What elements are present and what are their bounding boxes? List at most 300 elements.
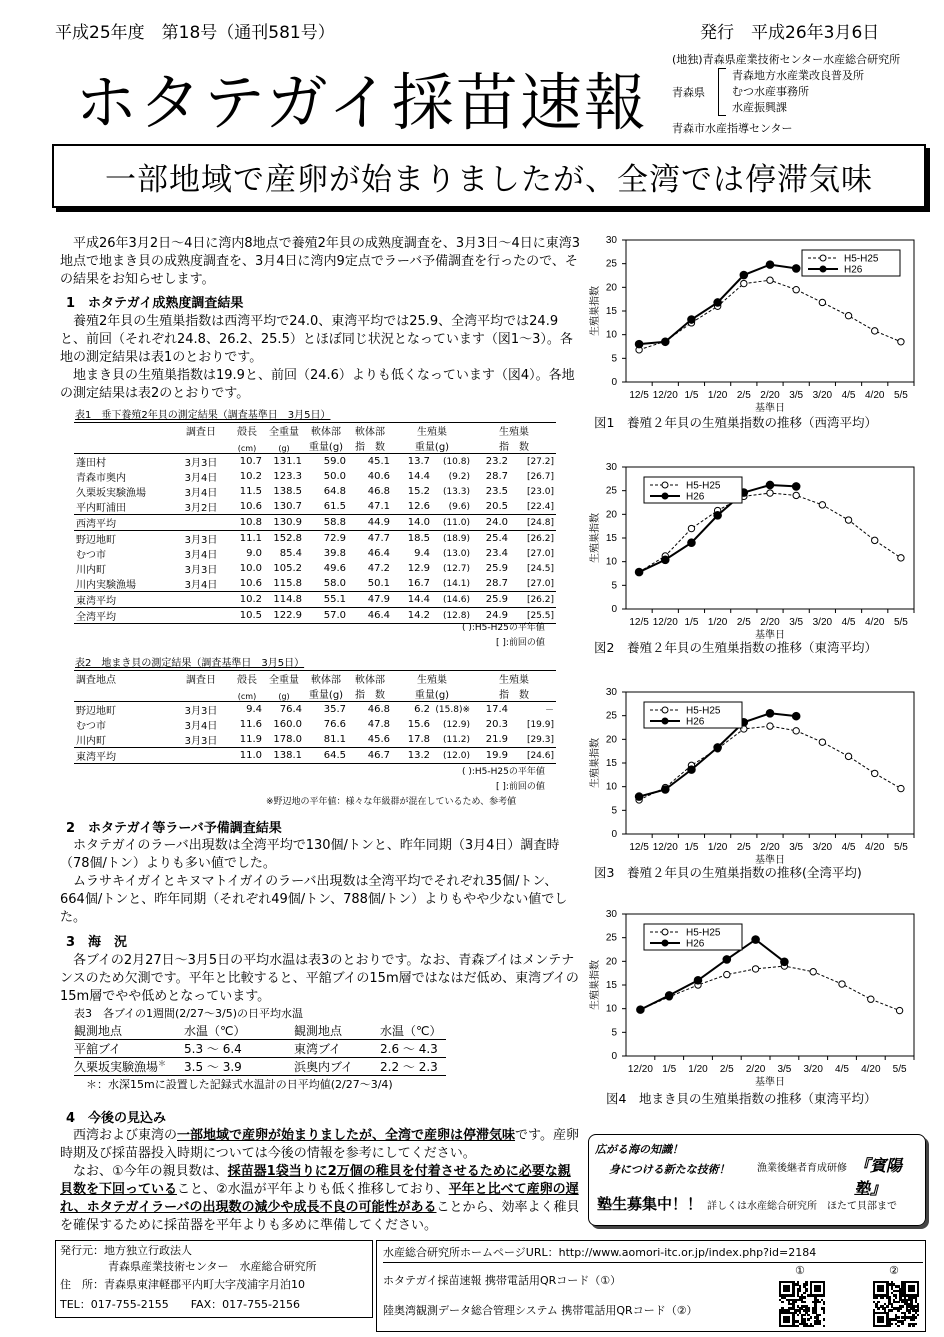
y-tick-label: 0 — [611, 1051, 617, 1062]
data-point — [637, 1006, 645, 1014]
row-label: 川内町 — [76, 736, 106, 747]
table-cell: [24.8] — [526, 517, 554, 528]
t3-star: ＊ — [158, 1059, 167, 1068]
t2-u-goni: 指 数 — [499, 690, 529, 701]
table2 — [74, 670, 556, 764]
issue-number: 平成25年度 第18号（通刊581号） — [55, 23, 335, 43]
table-cell: 3月3日 — [184, 458, 218, 469]
table-cell: [27.2] — [526, 456, 554, 467]
table-cell: 123.3 — [273, 471, 302, 482]
s4-p2d: 平年と比べて産卵の遅れ、ホタテガイラーバの出現数の減少や成長不良の可能性がある — [60, 1182, 579, 1215]
t1-u-wt: (g) — [278, 444, 290, 453]
table-cell: 21.9 — [485, 734, 508, 745]
table-cell: 72.9 — [323, 533, 346, 544]
x-tick-label: 12/20 — [652, 617, 678, 628]
x-axis-label: 基準日 — [755, 403, 785, 414]
table-row — [74, 717, 556, 732]
table-cell: 58.8 — [323, 517, 346, 528]
table-cell: (9.6) — [448, 501, 470, 512]
series-line — [640, 966, 899, 1010]
x-tick-label: 4/5 — [841, 390, 856, 401]
x-axis-label: 基準日 — [755, 630, 785, 641]
series-line — [639, 726, 901, 800]
org-bracket — [718, 68, 726, 116]
table-cell: － — [544, 706, 554, 716]
table-cell: 16.7 — [407, 578, 430, 589]
section4-para2 — [60, 1163, 580, 1235]
data-point — [898, 339, 904, 345]
t1-h-wt: 全重量 — [269, 427, 299, 438]
qr-code-1[interactable] — [779, 1281, 825, 1327]
t1-u-soft: 重量(g) — [308, 442, 344, 453]
table-cell: 58.0 — [323, 578, 346, 589]
table-cell: 14.4 — [407, 594, 430, 605]
table-cell: [27.0] — [526, 578, 554, 589]
data-point — [688, 539, 696, 547]
table2-note3: ※野辺地の平年値：様々な年級群が混在しているため、参考値 — [266, 797, 517, 807]
t3-site-tairadate: 平舘ブイ — [74, 1042, 121, 1056]
data-point — [635, 340, 643, 348]
table-cell: 47.7 — [367, 533, 390, 544]
legend-label: H5-H25 — [686, 927, 721, 939]
chart2-svg — [586, 455, 926, 665]
table-cell: (14.1) — [442, 578, 470, 589]
data-point — [661, 556, 669, 564]
table-cell: 3月4日 — [184, 550, 218, 561]
chart-jimaki — [586, 902, 926, 1112]
table-cell: [24.5] — [526, 563, 554, 574]
table-cell: 3月4日 — [184, 473, 218, 484]
data-point — [792, 265, 800, 273]
t1-u-softi: 指 数 — [355, 442, 385, 453]
table-cell: (12.8) — [442, 610, 470, 621]
x-tick-label: 2/5 — [736, 390, 751, 401]
table-cell: (18.9) — [442, 533, 470, 544]
table-cell: 47.2 — [367, 563, 390, 574]
t2-u-wt: (g) — [278, 692, 290, 701]
ad-line2: 身につける新たな技術！ — [609, 1163, 730, 1176]
table-row — [74, 702, 556, 718]
row-label: 青森市奥内 — [76, 473, 126, 484]
t2-h-soft: 軟体部 — [311, 675, 341, 686]
data-point — [752, 966, 758, 972]
table-cell: 17.8 — [407, 734, 430, 745]
legend-marker — [820, 255, 826, 261]
table-cell: 9.0 — [246, 548, 262, 559]
table-cell: 23.2 — [485, 456, 508, 467]
chart3-svg — [586, 680, 926, 890]
table-cell: 46.4 — [367, 610, 390, 621]
t2-u-soft: 重量(g) — [308, 690, 344, 701]
y-axis-label: 生殖巣指数 — [590, 513, 601, 563]
data-point — [767, 277, 773, 283]
table-cell: 10.6 — [239, 578, 262, 589]
table-cell: 114.8 — [273, 594, 302, 605]
data-point — [898, 555, 904, 561]
legend-marker — [662, 493, 668, 499]
y-tick-label: 30 — [605, 235, 617, 246]
qr-label-2: 陸奥湾観測データ総合管理システム 携帯電話用QRコード（②） — [383, 1304, 698, 1317]
table-row — [74, 561, 556, 576]
data-point — [741, 280, 747, 286]
table-cell: 47.9 — [367, 594, 390, 605]
legend-label: H5-H25 — [686, 705, 721, 717]
x-tick-label: 4/20 — [864, 390, 885, 401]
table1-note1: ( ):H5-H25の平年値 — [462, 623, 545, 633]
legend-label: H26 — [844, 264, 863, 276]
x-tick-label: 2/20 — [745, 1064, 766, 1075]
data-point — [694, 976, 702, 984]
y-tick-label: 15 — [605, 980, 617, 991]
x-tick-label: 3/5 — [789, 617, 804, 628]
chart1-caption: 図1 養殖２年貝の生殖巣指数の推移（西湾平均） — [594, 415, 877, 430]
table-row — [74, 592, 556, 608]
x-tick-label: 1/20 — [707, 617, 728, 628]
t3-site-hamaokunai: 浜奥内ブイ — [294, 1060, 353, 1074]
s4-p1c: です。産卵時期及び採苗器投入時期については今後の情報を参考にしてください。 — [60, 1128, 579, 1161]
x-tick-label: 12/5 — [629, 842, 649, 853]
qr-mark-2: ② — [889, 1264, 899, 1277]
table3 — [74, 1022, 446, 1076]
data-point — [661, 338, 669, 346]
table-cell: (10.8) — [442, 456, 470, 467]
table-cell: 9.4 — [414, 548, 430, 559]
table-cell: 64.8 — [323, 486, 346, 497]
table-cell: 3月4日 — [184, 721, 218, 732]
table-cell: 6.2 — [414, 704, 430, 715]
data-point — [635, 568, 643, 576]
table-cell: 17.4 — [485, 704, 508, 715]
t3-h-temp1: 水温（℃） — [184, 1024, 246, 1038]
y-tick-label: 10 — [605, 1003, 617, 1015]
t2-u-len: (cm) — [237, 692, 257, 701]
headline-box — [52, 144, 926, 208]
s4-p2e: ことから、効率よく稚貝を確保するために採苗器を平年よりも多めに準備してください。 — [60, 1200, 580, 1233]
x-tick-label: 12/5 — [629, 390, 649, 401]
table-cell: [27.0] — [526, 548, 554, 559]
table-cell: 3月3日 — [184, 565, 218, 576]
table-cell: 138.1 — [273, 750, 302, 761]
table-cell: (12.7) — [442, 563, 470, 574]
x-axis-label: 基準日 — [755, 855, 785, 866]
row-label: 野辺地町 — [76, 706, 116, 717]
data-point — [714, 299, 722, 307]
table-cell: 13.7 — [407, 456, 430, 467]
table-cell: 10.6 — [239, 501, 262, 512]
x-tick-label: 4/5 — [841, 617, 856, 628]
data-point — [845, 517, 851, 523]
table-cell: 10.7 — [239, 456, 262, 467]
table-cell: 19.9 — [485, 750, 508, 761]
table-cell — [172, 608, 230, 624]
y-tick-label: 20 — [605, 282, 617, 294]
table-cell: 14.0 — [407, 517, 430, 528]
y-tick-label: 5 — [611, 805, 617, 817]
table-cell: [19.9] — [526, 719, 554, 730]
table-cell — [172, 515, 230, 531]
table-cell: (11.0) — [442, 517, 470, 528]
table-cell: (11.2) — [442, 734, 470, 745]
chart4-caption: 図4 地まき貝の生殖巣指数の推移（東湾平均） — [606, 1091, 877, 1106]
table-cell: 55.1 — [323, 594, 346, 605]
table-cell: 12.9 — [407, 563, 430, 574]
table-cell: [22.4] — [526, 501, 554, 512]
table-cell: 3月3日 — [184, 535, 218, 546]
table-cell: 13.2 — [407, 750, 430, 761]
x-tick-label: 4/20 — [864, 842, 885, 853]
y-tick-label: 0 — [611, 377, 617, 388]
t1-h-len: 殻長 — [237, 427, 257, 438]
x-tick-label: 3/5 — [789, 390, 804, 401]
legend-label: H5-H25 — [844, 253, 879, 265]
table-cell: (15.8)※ — [435, 704, 470, 715]
headline: 一部地域で産卵が始まりましたが、全湾では停滞気味 — [105, 161, 873, 198]
y-tick-label: 10 — [605, 556, 617, 568]
data-point — [714, 744, 722, 752]
ad-school-name: 『賓陽塾』 — [854, 1156, 903, 1198]
y-tick-label: 5 — [611, 580, 617, 592]
publisher-line1: 発行元：地方独立行政法人 — [60, 1244, 192, 1257]
row-label: 平内町浦田 — [76, 503, 126, 514]
table-cell: 76.4 — [279, 704, 302, 715]
t2-h-site: 調査地点 — [76, 675, 116, 686]
table-cell: 3月4日 — [184, 580, 218, 591]
table-cell: 24.9 — [485, 610, 508, 621]
data-point — [839, 981, 845, 987]
section4-para1 — [60, 1127, 580, 1163]
table-cell: 122.9 — [273, 610, 302, 621]
y-tick-label: 10 — [605, 329, 617, 341]
y-axis-label: 生殖巣指数 — [590, 286, 601, 336]
homepage-url[interactable]: 水産総合研究所ホームページURL：http://www.aomori-itc.or.jp/index.php?id=2184 — [383, 1245, 923, 1263]
table-cell: 40.6 — [367, 471, 390, 482]
publisher-tel: TEL：017-755-2155 FAX：017-755-2156 — [60, 1298, 301, 1311]
x-tick-label: 5/5 — [893, 617, 908, 628]
table-row — [74, 469, 556, 484]
table-cell: 3月2日 — [184, 503, 218, 514]
table-cell: 64.5 — [323, 750, 346, 761]
table-cell: (9.2) — [448, 471, 470, 482]
data-point — [845, 313, 851, 319]
data-point — [688, 525, 694, 531]
table-cell: 46.4 — [367, 548, 390, 559]
table-cell: 10.2 — [239, 594, 262, 605]
t1-h-gon: 生殖巣 — [417, 427, 447, 438]
table-row — [74, 531, 556, 547]
x-tick-label: 12/20 — [652, 842, 678, 853]
x-tick-label: 2/5 — [736, 617, 751, 628]
data-point — [872, 537, 878, 543]
org-institute: (地独)青森県産業技術センター水産総合研究所 — [672, 53, 901, 66]
table1-note2: [ ]:前回の値 — [496, 638, 545, 648]
table-cell: 46.8 — [367, 486, 390, 497]
table-cell: 130.9 — [273, 517, 302, 528]
section1-para1: 養殖2年貝の生殖巣指数は西湾平均で24.0、東湾平均では25.9、全湾平均では24.9と、前回（それぞれ24.8、26.2、25.5）とほぼ同じ状況となっています（図1～3）。各地の測定結果は表1のとおりです。 — [60, 314, 573, 365]
publisher-address: 住 所：青森県東津軽郡平内町大字茂浦字月泊10 — [60, 1278, 305, 1291]
x-tick-label: 12/20 — [627, 1064, 653, 1075]
t3-temp-east: 2.6 ～ 4.3 — [380, 1042, 438, 1056]
table-cell: 138.5 — [273, 486, 302, 497]
t1-h-softi: 軟体部 — [355, 427, 385, 438]
table-cell: 20.3 — [485, 719, 508, 730]
x-tick-label: 2/20 — [760, 617, 780, 628]
table1 — [74, 422, 556, 624]
table-cell: (12.9) — [442, 719, 470, 730]
row-label: 野辺地町 — [76, 535, 116, 546]
table-cell: 152.8 — [273, 533, 302, 544]
section2-title: 2 ホタテガイ等ラーバ予備調査結果 — [66, 821, 282, 836]
table-cell: 25.9 — [485, 563, 508, 574]
x-tick-label: 3/20 — [803, 1064, 823, 1075]
org-office1: 青森地方水産業改良普及所 — [732, 69, 864, 82]
legend-label: H26 — [686, 716, 705, 728]
data-point — [665, 992, 673, 1000]
footer-links — [376, 1240, 926, 1332]
section2-para2: ムラサキイガイとキヌマトイガイのラーバ出現数は全湾平均でそれぞれ35個/トン、664個/トンと、昨年同期（それぞれ49個/トン、788個/トン）よりもやや少ない値でした。 — [60, 874, 568, 925]
data-point — [688, 766, 696, 774]
ad-contact: 詳しくは水産総合研究所 ほたて貝部まで — [707, 1201, 897, 1212]
data-point — [767, 723, 773, 729]
t3-h-site1: 観測地点 — [74, 1024, 123, 1038]
y-tick-label: 30 — [605, 909, 617, 920]
table-cell: 46.7 — [367, 750, 390, 761]
section1-title: 1 ホタテガイ成熟度調査結果 — [66, 296, 244, 311]
x-tick-label: 3/5 — [777, 1064, 792, 1075]
t3-h-temp2: 水温（℃） — [380, 1024, 442, 1038]
y-tick-label: 10 — [605, 781, 617, 793]
series-line — [639, 280, 901, 350]
y-axis-label: 生殖巣指数 — [590, 738, 601, 788]
table-cell: 11.9 — [239, 734, 262, 745]
table-row — [74, 576, 556, 592]
table-cell: 11.5 — [239, 486, 262, 497]
recruit-ad — [588, 1134, 926, 1226]
table-cell: 50.0 — [323, 471, 346, 482]
table-cell: 3月4日 — [184, 488, 218, 499]
chart4-svg — [586, 902, 926, 1112]
table-cell: 10.8 — [239, 517, 262, 528]
table-cell: 15.6 — [407, 719, 430, 730]
data-point — [724, 971, 730, 977]
data-point — [766, 481, 774, 489]
y-tick-label: 5 — [611, 1027, 617, 1039]
org-pref: 青森県 — [672, 86, 705, 99]
x-tick-label: 3/20 — [812, 390, 833, 401]
x-tick-label: 2/20 — [760, 842, 780, 853]
footer-publisher — [55, 1240, 373, 1318]
series-line — [639, 493, 901, 572]
table-cell: 3月3日 — [184, 706, 218, 717]
y-tick-label: 25 — [605, 710, 617, 722]
table-cell: (12.0) — [442, 750, 470, 761]
table2-note2: [ ]:前回の値 — [496, 782, 545, 792]
t2-h-date: 調査日 — [186, 675, 216, 686]
table-cell: 25.9 — [485, 594, 508, 605]
data-point — [661, 786, 669, 794]
row-label: 川内実験漁場 — [76, 580, 136, 591]
table-row — [74, 499, 556, 515]
data-point — [819, 502, 825, 508]
chart2-caption: 図2 養殖２年貝の生殖巣指数の推移（東湾平均） — [594, 640, 877, 655]
data-point — [688, 316, 696, 324]
legend-marker — [662, 718, 668, 724]
table-cell: 9.4 — [246, 704, 262, 715]
data-point — [872, 328, 878, 334]
table-cell: 46.8 — [367, 704, 390, 715]
s4-p1b: 一部地域で産卵が始まりましたが、全湾で産卵は停滞気味 — [177, 1128, 516, 1143]
qr-code-2[interactable] — [873, 1281, 919, 1327]
s4-p2b: 採苗器1袋当りに2万個の稚貝を付着させるために必要な親貝数を下回っている — [60, 1164, 571, 1197]
table-cell: 11.0 — [239, 750, 262, 761]
table-cell: 25.4 — [485, 533, 508, 544]
table-cell: 23.4 — [485, 548, 508, 559]
data-point — [781, 958, 789, 966]
s4-p2a: なお、①今年の親貝数は、 — [73, 1164, 228, 1179]
t3-site-kurisaka: 久栗坂実験漁場 — [74, 1060, 159, 1074]
table-cell: 10.5 — [239, 610, 262, 621]
table-cell: 10.0 — [239, 563, 262, 574]
y-tick-label: 15 — [605, 758, 617, 769]
qr-label-1: ホタテガイ採苗速報 携帯電話用QRコード（①） — [383, 1274, 622, 1287]
intro-text: 平成26年3月2日～4日に湾内8地点で養殖2年貝の成熟度調査を、3月3日～4日に東湾3地点で地まき貝の成熟度調査を、3月4日に湾内9定点でラーバ予備調査を行ったので、その結果をお知らせします。 — [60, 236, 580, 287]
data-point — [752, 936, 760, 944]
table-cell: 131.1 — [273, 456, 302, 467]
legend-marker — [662, 940, 668, 946]
x-tick-label: 3/20 — [812, 617, 833, 628]
t1-u-gon: 重量(g) — [414, 442, 450, 453]
data-point — [792, 712, 800, 720]
table-cell: 115.8 — [273, 578, 302, 589]
row-label: 東湾平均 — [76, 596, 116, 607]
t3-temp-hamaokunai: 2.2 ～ 2.3 — [380, 1060, 438, 1074]
x-tick-label: 1/20 — [707, 390, 728, 401]
table-cell: 3月3日 — [184, 736, 218, 747]
table-cell: 10.2 — [239, 471, 262, 482]
table-cell: 105.2 — [273, 563, 302, 574]
chart-east — [586, 455, 926, 665]
section3-para1: 各ブイの2月27日～3月5日の平均水温は表3のとおりです。なお、青森ブイはメンテナンスのため欠測です。平年と比較すると、平舘ブイの15m層ではなはだ低め、東湾ブイの15m層でやや低めとなっています。 — [60, 953, 579, 1004]
data-point — [819, 739, 825, 745]
table-cell: 47.8 — [367, 719, 390, 730]
table-cell: [26.7] — [526, 471, 554, 482]
data-point — [845, 753, 851, 759]
data-point — [635, 793, 643, 801]
x-tick-label: 2/20 — [760, 390, 780, 401]
table-cell: 18.5 — [407, 533, 430, 544]
table-cell — [172, 592, 230, 608]
table-cell: 11.6 — [239, 719, 262, 730]
table-cell: 39.8 — [323, 548, 346, 559]
table-cell: 35.7 — [323, 704, 346, 715]
section2-para1: ホタテガイのラーバ出現数は全湾平均で130個/トンと、昨年同期（3月4日）調査時（78個/トン）よりも多い値でした。 — [60, 838, 560, 871]
data-point — [793, 492, 799, 498]
data-point — [793, 287, 799, 293]
x-tick-label: 5/5 — [893, 390, 908, 401]
ad-line1: 広がる海の知識！ — [595, 1143, 683, 1156]
t1-h-date: 調査日 — [186, 427, 216, 438]
table-cell — [172, 748, 230, 764]
data-point — [896, 1007, 902, 1013]
table-cell: 85.4 — [279, 548, 302, 559]
x-tick-label: 4/5 — [841, 842, 856, 853]
table-cell: 45.1 — [367, 456, 390, 467]
table-cell: 45.6 — [367, 734, 390, 745]
y-tick-label: 15 — [605, 306, 617, 317]
legend-marker — [662, 929, 668, 935]
t3-site-east: 東湾ブイ — [294, 1042, 341, 1056]
x-tick-label: 4/5 — [835, 1064, 849, 1075]
org-office3: 水産振興課 — [732, 101, 787, 114]
